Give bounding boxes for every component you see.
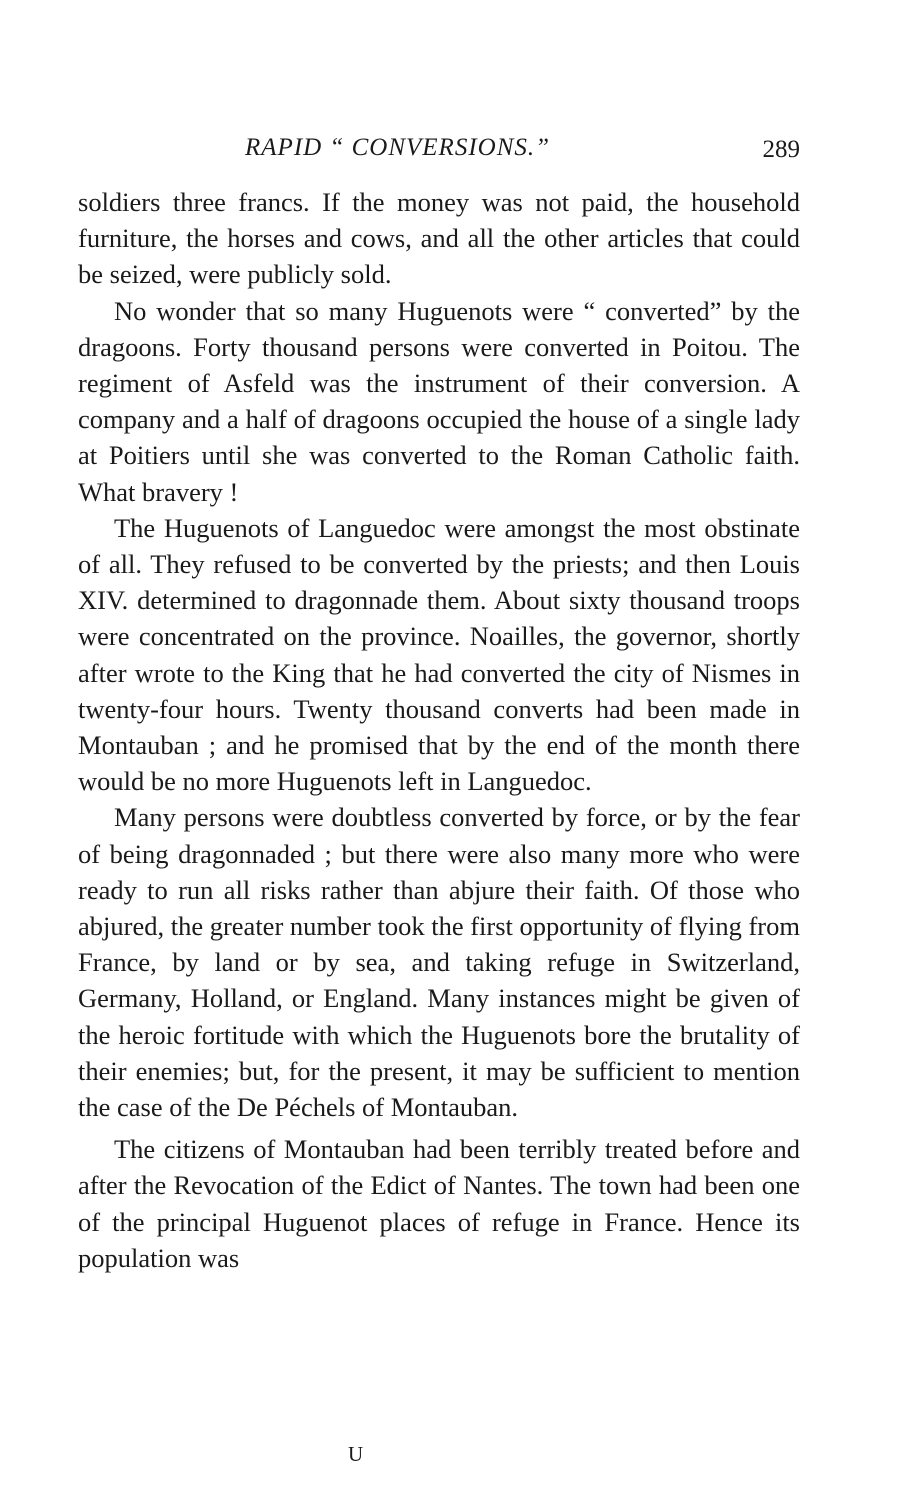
body-text	[78, 184, 800, 1276]
paragraph: Many persons were doubtless converted by force, or by the fear of being dragonnaded ; but there were also many more who were ready to run all risks rather than abjure their faith. Of those who abjured, the greater number took the first opportunity of flying from France, by land or by sea, and taking refuge in Switzerland, Germany, Holland, or England. Many instances might be given of the heroic fortitude with which the Huguenots bore the brutality of their enemies; but, for the present, it may be sufficient to mention the case of the De Péchels of Montauban.	[78, 802, 800, 1123]
page-number: 289	[762, 136, 800, 163]
paragraph-continued: soldiers three francs. If the money was not paid, the household furniture, the horses and cows, and all the other articles that could be seized, were publicly sold.	[78, 187, 800, 290]
paragraph: No wonder that so many Huguenots were “ converted” by the dragoons. Forty thousand persons were converted in Poitou. The regiment of Asfeld was the instrument of their conversion. A company and a half of dragoons occupied the house of a single lady at Poitiers until she was converted to the Roman Catholic faith. What bravery !	[78, 295, 800, 507]
paragraph: The Huguenots of Languedoc were amongst the most obstinate of all. They refused to be converted by the priests; and then Louis XIV. determined to dragonnade them. About sixty thousand troops were concentrated on the province. Noailles, the governor, shortly after wrote to the King that he had converted the city of Nismes in twenty-four hours. Twenty thousand converts had been made in Montauban ; and he promised that by the end of the month there would be no more Huguenots left in Languedoc.	[78, 512, 800, 797]
running-title: RAPID “ CONVERSIONS.”	[245, 134, 551, 161]
signature-mark: U	[348, 1442, 365, 1466]
paragraph: The citizens of Montauban had been terribly treated before and after the Revocation of the Edict of Nantes. The town had been one of the principal Huguenot places of refuge in France. Hence its population was	[78, 1134, 800, 1273]
running-head	[78, 130, 800, 166]
